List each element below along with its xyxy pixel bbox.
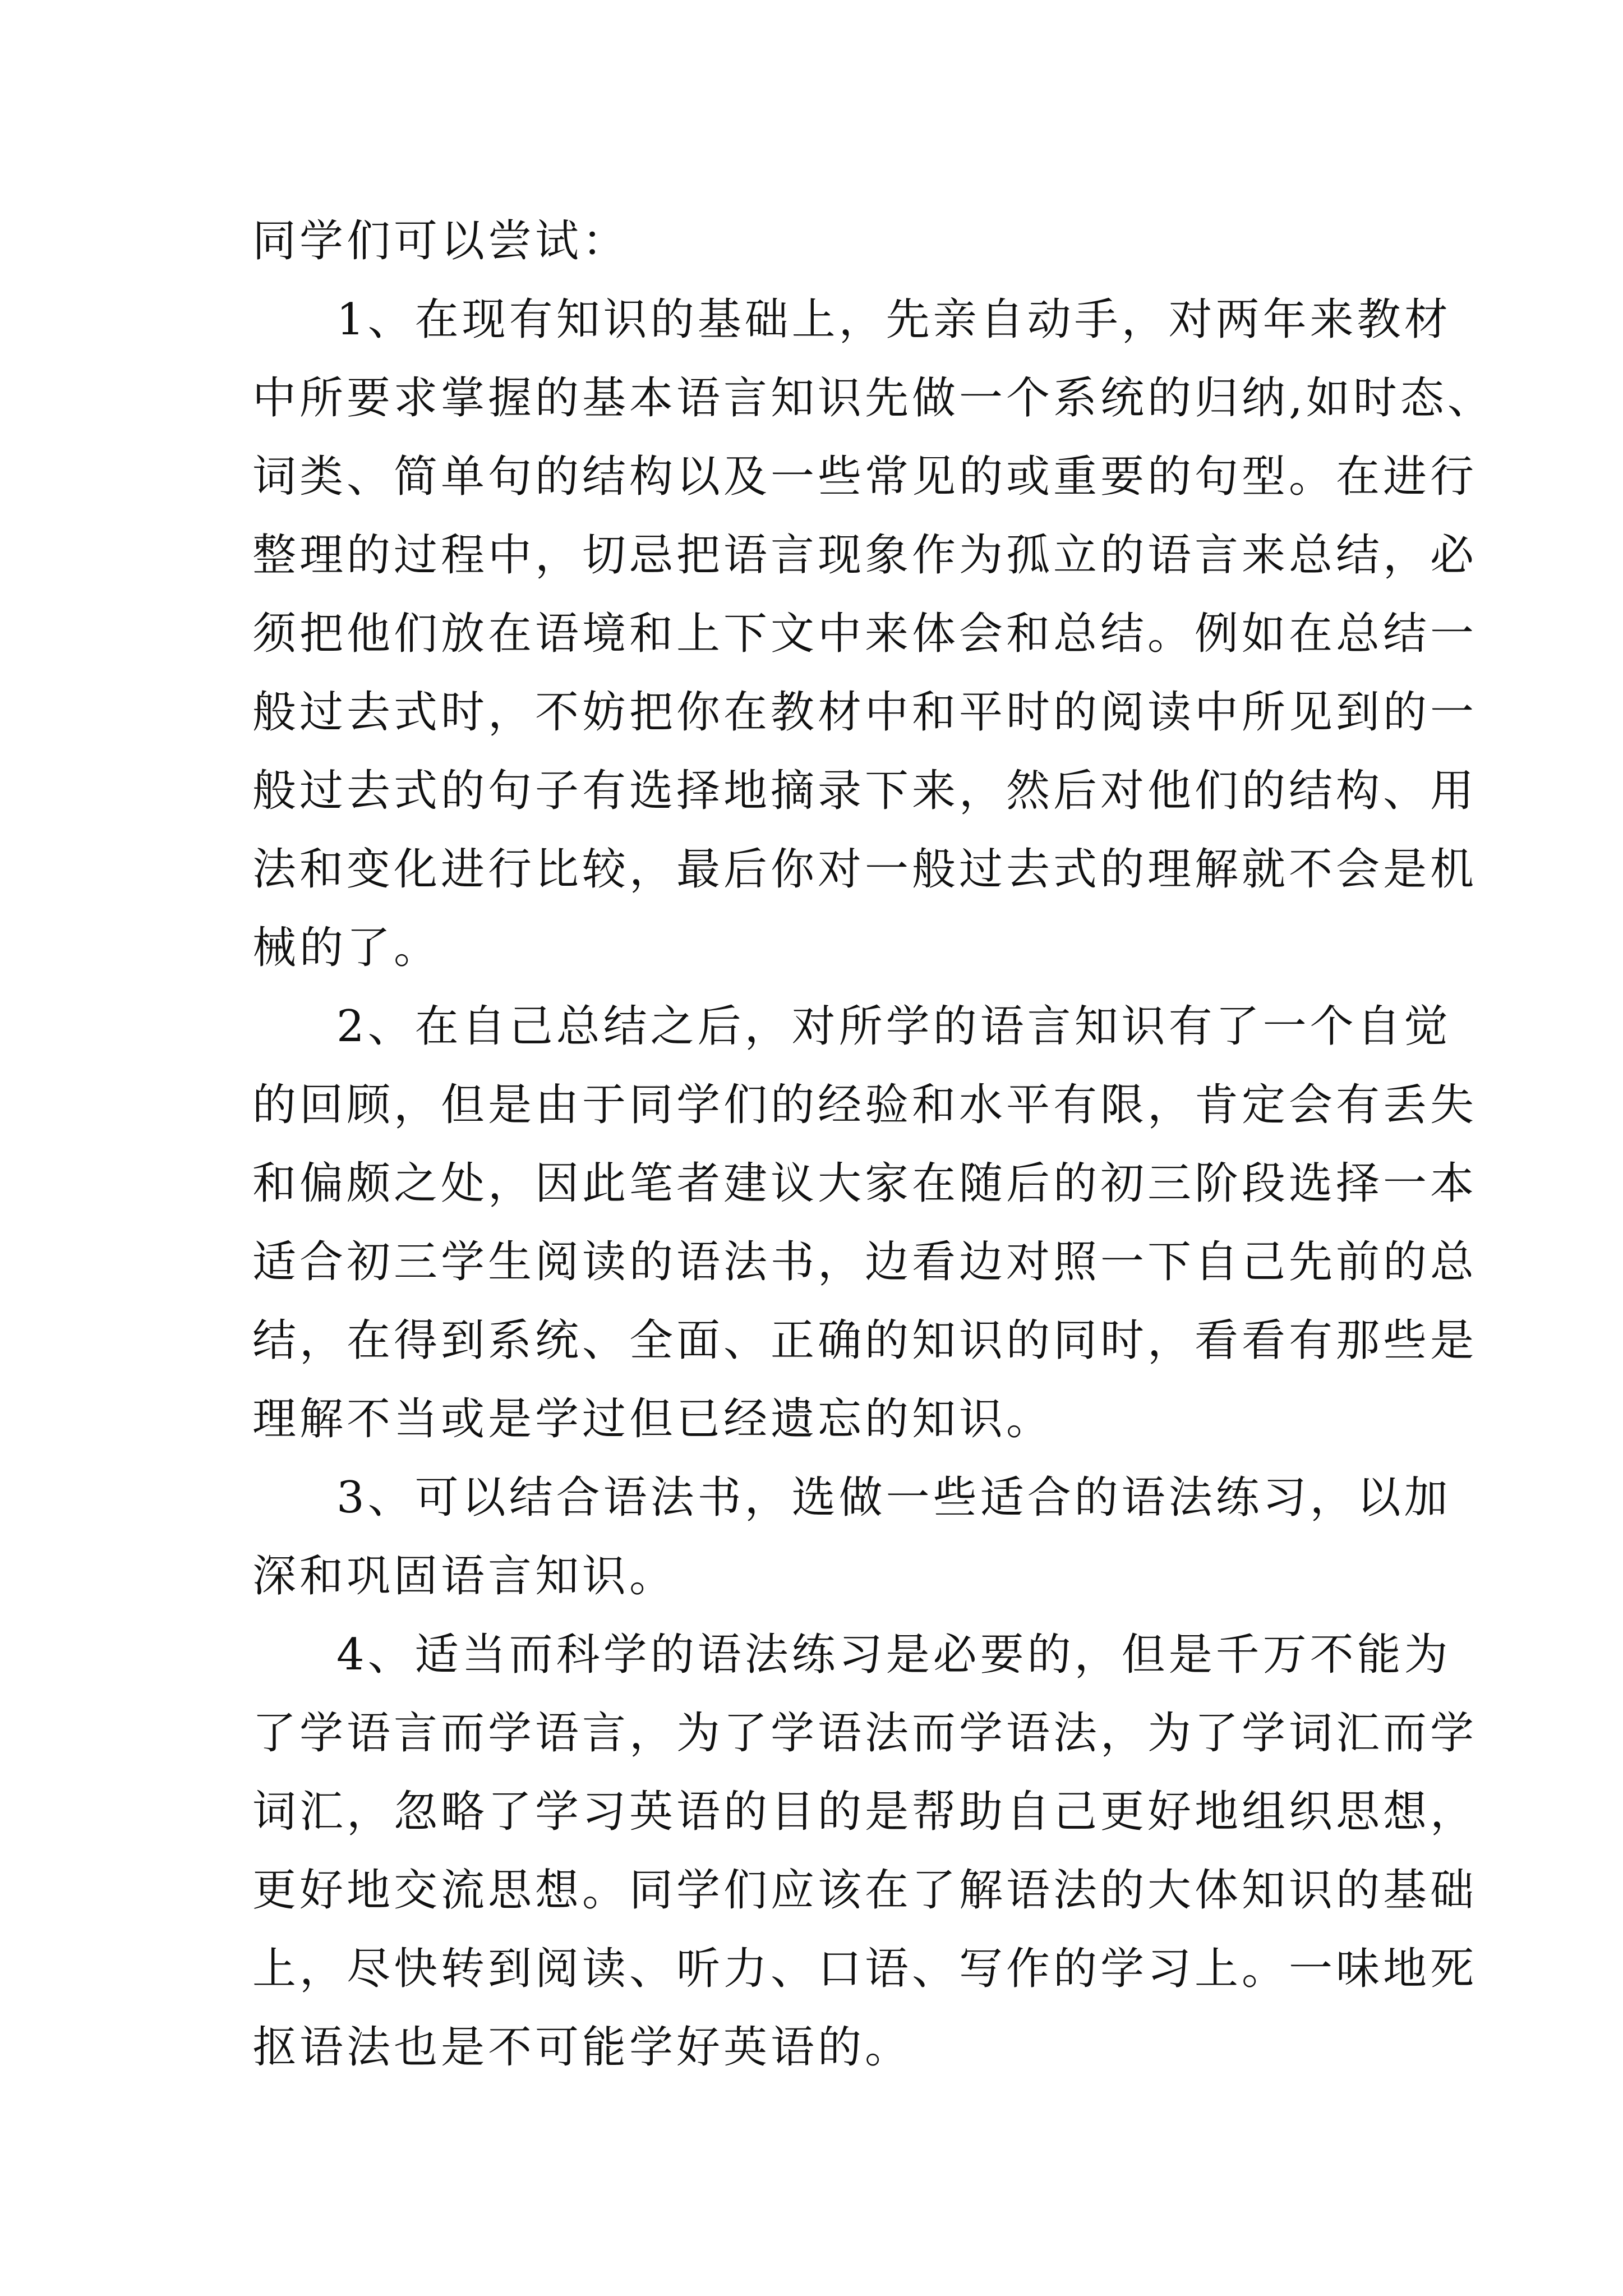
- text-line-item3-start: 3、可以结合语法书，选做一些适合的语法练习，以加: [336, 1473, 1451, 1523]
- text-line: 和偏颇之处，因此笔者建议大家在随后的初三阶段选择一本: [252, 1158, 1478, 1209]
- text-line: 整理的过程中，切忌把语言现象作为孤立的语言来总结，必: [252, 530, 1478, 581]
- text-line: 了学语言而学语言，为了学语法而学语法，为了学词汇而学: [252, 1708, 1478, 1759]
- text-line-intro: 同学们可以尝试：: [252, 216, 630, 266]
- text-line: 般过去式的句子有选择地摘录下来，然后对他们的结构、用: [252, 766, 1478, 816]
- text-line: 上，尽快转到阅读、听力、口语、写作的学习上。一味地死: [252, 1944, 1478, 1994]
- text-line: 词汇，忽略了学习英语的目的是帮助自己更好地组织思想，: [252, 1787, 1478, 1837]
- text-line: 中所要求掌握的基本语言知识先做一个系统的归纳,如时态、: [252, 373, 1495, 424]
- text-line: 般过去式时，不妨把你在教材中和平时的阅读中所见到的一: [252, 687, 1478, 738]
- text-line: 法和变化进行比较，最后你对一般过去式的理解就不会是机: [252, 844, 1478, 895]
- text-line: 抠语法也是不可能学好英语的。: [252, 2022, 912, 2073]
- text-line: 的回顾，但是由于同学们的经验和水平有限，肯定会有丢失: [252, 1080, 1478, 1130]
- text-line: 械的了。: [252, 923, 441, 973]
- text-line-item2-start: 2、在自己总结之后，对所学的语言知识有了一个自觉: [336, 1001, 1451, 1052]
- text-line: 更好地交流思想。同学们应该在了解语法的大体知识的基础: [252, 1865, 1478, 1916]
- text-line-item1-start: 1、在现有知识的基础上，先亲自动手，对两年来教材: [336, 295, 1451, 345]
- text-line: 词类、简单句的结构以及一些常见的或重要的句型。在进行: [252, 452, 1478, 502]
- text-line-item4-start: 4、适当而科学的语法练习是必要的，但是千万不能为: [336, 1630, 1451, 1680]
- text-line: 结，在得到系统、全面、正确的知识的同时，看看有那些是: [252, 1315, 1478, 1366]
- text-line: 适合初三学生阅读的语法书，边看边对照一下自己先前的总: [252, 1237, 1478, 1287]
- text-line: 须把他们放在语境和上下文中来体会和总结。例如在总结一: [252, 609, 1478, 659]
- text-line: 理解不当或是学过但已经遗忘的知识。: [252, 1394, 1054, 1444]
- text-line: 深和巩固语言知识。: [252, 1551, 677, 1602]
